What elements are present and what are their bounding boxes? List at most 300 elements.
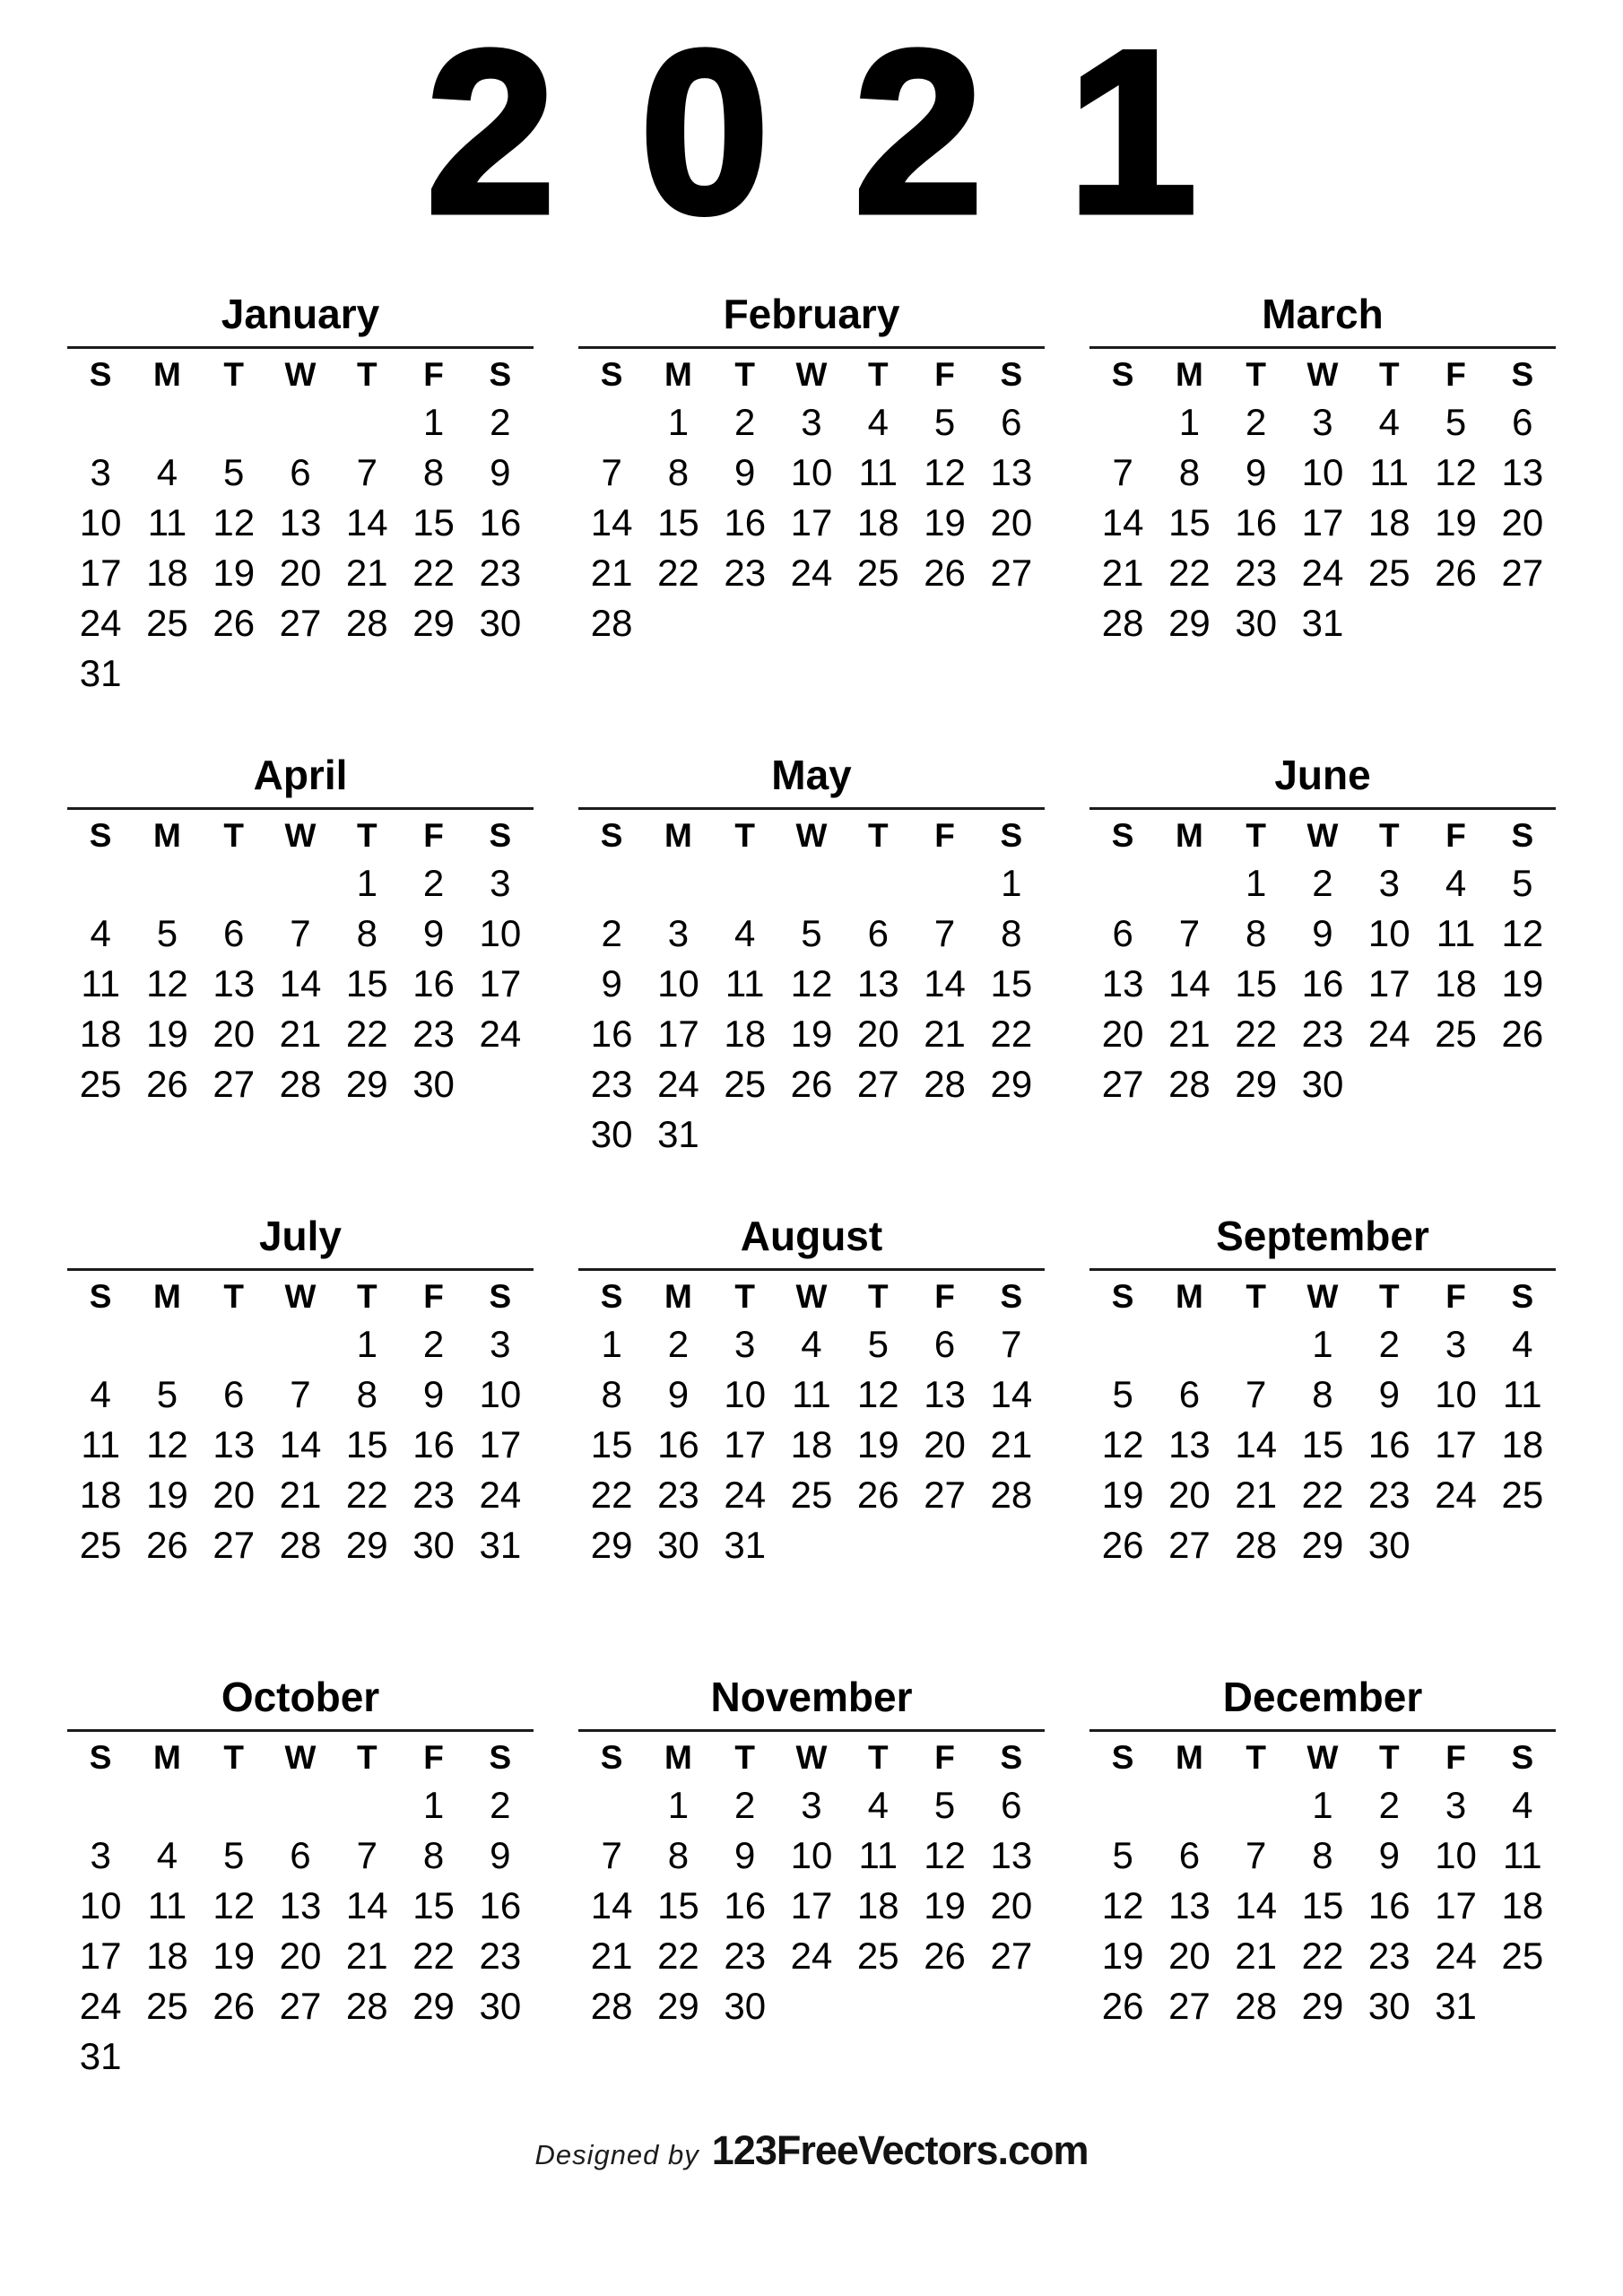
empty-cell: [778, 598, 845, 648]
empty-cell: [400, 2031, 466, 2082]
empty-cell: [578, 1780, 645, 1831]
date-cell: 18: [79, 1474, 122, 1517]
day-header-cell: W: [795, 1739, 828, 1777]
date-cell: 4: [867, 1784, 889, 1827]
day-header-cell: S: [1000, 817, 1023, 855]
week-row: [1089, 1059, 1556, 1109]
date-cell: 6: [1512, 401, 1533, 444]
date-cell: 13: [990, 451, 1033, 494]
empty-cell: [712, 858, 778, 909]
date-cell: 24: [479, 1474, 522, 1517]
date-cell: 29: [412, 602, 455, 645]
date-cell: 25: [856, 1935, 899, 1978]
day-header-cell: S: [489, 1739, 512, 1777]
date-cell: 14: [279, 1423, 322, 1466]
day-header-cell: M: [664, 356, 692, 394]
date-cell: 1: [1178, 401, 1201, 444]
empty-cell: [845, 858, 911, 909]
empty-cell: [1089, 1780, 1156, 1831]
date-cell: 11: [858, 451, 898, 494]
date-cell: 19: [790, 1013, 833, 1056]
date-cell: 12: [924, 451, 966, 494]
date-cell: 30: [479, 602, 522, 645]
date-cell: 22: [1301, 1935, 1344, 1978]
date-cell: 14: [590, 501, 633, 544]
empty-cell: [1089, 858, 1156, 909]
year-title: 2021: [426, 2, 1282, 261]
empty-cell: [1223, 1319, 1289, 1370]
date-cell: 27: [856, 1063, 899, 1106]
week-row: [1089, 1470, 1556, 1520]
date-cell: 14: [279, 962, 322, 1005]
day-header-cell: S: [1111, 1278, 1134, 1316]
empty-cell: [978, 1109, 1045, 1160]
date-cell: 11: [725, 962, 765, 1005]
date-cell: 20: [213, 1013, 256, 1056]
date-cell: 13: [1501, 451, 1544, 494]
week-row: [578, 1059, 1045, 1109]
day-header-cell: T: [356, 1739, 378, 1777]
date-cell: 27: [213, 1063, 256, 1106]
date-cell: 8: [667, 1834, 690, 1877]
day-header-cell: W: [284, 817, 317, 855]
empty-cell: [467, 648, 534, 699]
week-row: [67, 1470, 534, 1520]
date-cell: 10: [657, 962, 699, 1005]
day-header-cell: S: [89, 356, 112, 394]
date-cell: 25: [79, 1063, 122, 1106]
month-title: July: [258, 1213, 343, 1259]
date-cell: 18: [856, 1884, 899, 1927]
date-cell: 26: [213, 602, 256, 645]
date-cell: 21: [1168, 1013, 1211, 1056]
date-cell: 12: [790, 962, 833, 1005]
date-cell: 3: [1445, 1784, 1467, 1827]
date-cell: 6: [223, 912, 245, 955]
day-header-cell: F: [1445, 356, 1466, 394]
date-cell: 16: [1367, 1423, 1410, 1466]
week-row: [67, 959, 534, 1009]
date-cell: 7: [1112, 451, 1133, 494]
week-row: [578, 1109, 1045, 1160]
week-row: [67, 1831, 534, 1881]
date-cell: 8: [601, 1373, 622, 1416]
date-cell: 24: [79, 1985, 122, 2028]
month-block-june: [1089, 751, 1556, 1109]
date-cell: 23: [1235, 552, 1278, 595]
month-title-rule: [578, 346, 1045, 349]
month-days-table: [1089, 813, 1556, 1109]
date-cell: 10: [790, 451, 833, 494]
date-cell: 22: [412, 552, 455, 595]
month-block-march: [1089, 290, 1556, 648]
date-cell: 19: [1435, 501, 1477, 544]
date-cell: 15: [412, 501, 455, 544]
week-row: [67, 2031, 534, 2082]
date-cell: 24: [79, 602, 122, 645]
date-cell: 25: [790, 1474, 833, 1517]
date-cell: 3: [1378, 862, 1400, 905]
date-cell: 12: [1435, 451, 1477, 494]
day-header-cell: T: [734, 1278, 755, 1316]
date-cell: 6: [290, 1834, 311, 1877]
day-header-cell: W: [1306, 356, 1339, 394]
day-header-row: [578, 1274, 1045, 1319]
date-cell: 13: [279, 501, 322, 544]
date-cell: 14: [1101, 501, 1144, 544]
date-cell: 5: [223, 1834, 245, 1877]
day-header-cell: F: [423, 817, 444, 855]
date-cell: 13: [279, 1884, 322, 1927]
day-header-cell: F: [934, 817, 955, 855]
empty-cell: [645, 858, 711, 909]
week-row: [1089, 1520, 1556, 1570]
day-header-cell: W: [284, 1739, 317, 1777]
date-cell: 5: [156, 912, 178, 955]
date-cell: 21: [345, 552, 388, 595]
date-cell: 17: [479, 1423, 522, 1466]
date-cell: 2: [422, 1323, 445, 1366]
day-header-row: [578, 1735, 1045, 1780]
date-cell: 28: [279, 1524, 322, 1567]
week-row: [67, 858, 534, 909]
date-cell: 29: [657, 1985, 699, 2028]
date-cell: 26: [790, 1063, 833, 1106]
date-cell: 2: [422, 862, 445, 905]
date-cell: 19: [924, 501, 966, 544]
day-header-cell: T: [356, 817, 378, 855]
date-cell: 29: [412, 1985, 455, 2028]
date-cell: 17: [790, 501, 833, 544]
empty-cell: [911, 598, 977, 648]
date-cell: 25: [1501, 1935, 1544, 1978]
date-cell: 5: [223, 451, 245, 494]
empty-cell: [267, 1319, 334, 1370]
date-cell: 13: [924, 1373, 966, 1416]
day-header-cell: T: [867, 356, 889, 394]
month-block-july: [67, 1212, 534, 1570]
empty-cell: [1089, 397, 1156, 448]
day-header-cell: T: [223, 356, 244, 394]
date-cell: 15: [590, 1423, 633, 1466]
date-cell: 29: [590, 1524, 633, 1567]
date-cell: 20: [924, 1423, 966, 1466]
date-cell: 24: [479, 1013, 522, 1056]
date-cell: 25: [146, 1985, 188, 2028]
month-title: November: [710, 1674, 913, 1720]
date-cell: 20: [990, 1884, 1033, 1927]
date-cell: 10: [79, 1884, 122, 1927]
day-header-cell: T: [1378, 356, 1400, 394]
date-cell: 26: [146, 1063, 188, 1106]
date-cell: 1: [1245, 862, 1267, 905]
date-cell: 4: [734, 912, 756, 955]
date-cell: 11: [1503, 1373, 1542, 1416]
empty-cell: [1489, 1981, 1556, 2031]
month-days-table: [578, 1274, 1045, 1570]
date-cell: 31: [724, 1524, 767, 1567]
date-cell: 26: [1101, 1985, 1144, 2028]
week-row: [1089, 1981, 1556, 2031]
date-cell: 31: [1301, 602, 1344, 645]
date-cell: 10: [79, 501, 122, 544]
date-cell: 25: [79, 1524, 122, 1567]
date-cell: 14: [590, 1884, 633, 1927]
date-cell: 20: [856, 1013, 899, 1056]
date-cell: 27: [1168, 1985, 1211, 2028]
date-cell: 8: [667, 451, 690, 494]
date-cell: 14: [1235, 1423, 1278, 1466]
week-row: [578, 1009, 1045, 1059]
date-cell: 27: [990, 552, 1033, 595]
date-cell: 8: [1312, 1373, 1333, 1416]
day-header-cell: W: [795, 817, 828, 855]
date-cell: 29: [1301, 1985, 1344, 2028]
day-header-cell: S: [1000, 1278, 1023, 1316]
date-cell: 28: [1235, 1524, 1278, 1567]
date-cell: 11: [81, 962, 120, 1005]
date-cell: 22: [1168, 552, 1211, 595]
date-cell: 27: [279, 602, 322, 645]
day-header-cell: S: [89, 817, 112, 855]
date-cell: 21: [1235, 1474, 1278, 1517]
week-row: [578, 909, 1045, 959]
month-title: December: [1222, 1674, 1423, 1720]
date-cell: 6: [867, 912, 889, 955]
date-cell: 21: [924, 1013, 966, 1056]
date-cell: 6: [1178, 1373, 1201, 1416]
empty-cell: [267, 648, 334, 699]
day-header-cell: T: [1245, 1278, 1266, 1316]
day-header-cell: F: [1445, 1739, 1466, 1777]
date-cell: 15: [412, 1884, 455, 1927]
date-cell: 25: [1435, 1013, 1477, 1056]
day-header-cell: T: [356, 356, 378, 394]
date-cell: 18: [1367, 501, 1410, 544]
empty-cell: [1223, 1780, 1289, 1831]
week-row: [578, 598, 1045, 648]
date-cell: 23: [1301, 1013, 1344, 1056]
date-cell: 14: [924, 962, 966, 1005]
day-header-cell: T: [734, 1739, 755, 1777]
date-cell: 9: [1245, 451, 1267, 494]
week-row: [578, 1780, 1045, 1831]
date-cell: 11: [147, 501, 187, 544]
month-days-table: [578, 1735, 1045, 2031]
date-cell: 5: [1112, 1834, 1133, 1877]
date-cell: 20: [990, 501, 1033, 544]
day-header-row: [67, 1735, 534, 1780]
date-cell: 20: [279, 552, 322, 595]
month-days-table: [578, 352, 1045, 648]
date-cell: 30: [412, 1524, 455, 1567]
date-cell: 14: [990, 1373, 1033, 1416]
day-header-row: [1089, 352, 1556, 397]
empty-cell: [134, 2031, 200, 2082]
date-cell: 4: [801, 1323, 822, 1366]
date-cell: 28: [279, 1063, 322, 1106]
date-cell: 3: [490, 862, 511, 905]
date-cell: 15: [657, 501, 699, 544]
date-cell: 29: [1168, 602, 1211, 645]
month-days-table: [1089, 1274, 1556, 1570]
date-cell: 6: [1001, 1784, 1022, 1827]
date-cell: 18: [856, 501, 899, 544]
day-header-cell: S: [1511, 817, 1534, 855]
date-cell: 2: [667, 1323, 690, 1366]
date-cell: 26: [924, 1935, 966, 1978]
date-cell: 6: [1001, 401, 1022, 444]
week-row: [578, 858, 1045, 909]
date-cell: 30: [1235, 602, 1278, 645]
day-header-cell: M: [1176, 356, 1203, 394]
date-cell: 15: [1301, 1884, 1344, 1927]
week-row: [578, 1981, 1045, 2031]
date-cell: 21: [590, 552, 633, 595]
month-title: June: [1274, 752, 1371, 798]
date-cell: 1: [1001, 862, 1022, 905]
date-cell: 6: [290, 451, 311, 494]
month-block-november: [578, 1673, 1045, 2031]
date-cell: 2: [734, 1784, 756, 1827]
footer-designed-by-label: Designed by: [534, 2139, 699, 2170]
date-cell: 10: [724, 1373, 767, 1416]
date-cell: 18: [79, 1013, 122, 1056]
date-cell: 2: [490, 401, 511, 444]
week-row: [67, 1881, 534, 1931]
day-header-cell: W: [284, 1278, 317, 1316]
week-row: [67, 1319, 534, 1370]
date-cell: 7: [290, 1373, 311, 1416]
date-cell: 15: [1235, 962, 1278, 1005]
empty-cell: [134, 648, 200, 699]
date-cell: 8: [356, 912, 378, 955]
empty-cell: [201, 1780, 267, 1831]
date-cell: 3: [801, 401, 822, 444]
date-cell: 11: [81, 1423, 120, 1466]
date-cell: 17: [1435, 1423, 1477, 1466]
date-cell: 4: [1445, 862, 1467, 905]
date-cell: 13: [990, 1834, 1033, 1877]
date-cell: 22: [590, 1474, 633, 1517]
date-cell: 7: [601, 1834, 622, 1877]
date-cell: 3: [1445, 1323, 1467, 1366]
date-cell: 16: [412, 1423, 455, 1466]
week-row: [67, 397, 534, 448]
week-row: [1089, 1009, 1556, 1059]
date-cell: 10: [479, 912, 522, 955]
empty-cell: [1089, 1319, 1156, 1370]
month-block-february: [578, 290, 1045, 648]
date-cell: 9: [734, 1834, 756, 1877]
date-cell: 22: [1301, 1474, 1344, 1517]
date-cell: 9: [1378, 1834, 1400, 1877]
empty-cell: [1356, 598, 1422, 648]
day-header-cell: T: [1245, 1739, 1266, 1777]
date-cell: 22: [412, 1935, 455, 1978]
date-cell: 4: [1512, 1784, 1533, 1827]
day-header-cell: T: [867, 817, 889, 855]
date-cell: 12: [1101, 1884, 1144, 1927]
date-cell: 3: [801, 1784, 822, 1827]
week-row: [1089, 858, 1556, 909]
week-row: [578, 1881, 1045, 1931]
date-cell: 4: [90, 1373, 111, 1416]
date-cell: 19: [213, 1935, 256, 1978]
date-cell: 1: [1312, 1784, 1333, 1827]
date-cell: 14: [1235, 1884, 1278, 1927]
empty-cell: [334, 2031, 400, 2082]
day-header-cell: S: [1511, 356, 1534, 394]
date-cell: 12: [1101, 1423, 1144, 1466]
date-cell: 21: [345, 1935, 388, 1978]
day-header-cell: T: [867, 1739, 889, 1777]
day-header-cell: T: [1378, 1739, 1400, 1777]
date-cell: 21: [279, 1013, 322, 1056]
day-header-row: [67, 352, 534, 397]
date-cell: 27: [1101, 1063, 1144, 1106]
date-cell: 7: [1001, 1323, 1022, 1366]
date-cell: 23: [724, 1935, 767, 1978]
month-title-rule: [67, 1268, 534, 1271]
week-row: [578, 1319, 1045, 1370]
day-header-cell: S: [489, 1278, 512, 1316]
date-cell: 21: [990, 1423, 1033, 1466]
date-cell: 24: [1435, 1474, 1477, 1517]
day-header-row: [578, 352, 1045, 397]
day-header-row: [1089, 813, 1556, 858]
month-title: February: [723, 291, 900, 337]
day-header-row: [67, 1274, 534, 1319]
date-cell: 14: [345, 501, 388, 544]
day-header-cell: S: [600, 1278, 623, 1316]
date-cell: 9: [601, 962, 622, 1005]
date-cell: 17: [724, 1423, 767, 1466]
empty-cell: [911, 858, 977, 909]
day-header-row: [67, 813, 534, 858]
date-cell: 25: [856, 552, 899, 595]
empty-cell: [67, 1780, 134, 1831]
empty-cell: [845, 1520, 911, 1570]
month-title-rule: [1089, 807, 1556, 810]
footer-brand-text: 123FreeVectors.com: [711, 2127, 1089, 2173]
date-cell: 29: [990, 1063, 1033, 1106]
week-row: [67, 1370, 534, 1420]
date-cell: 28: [345, 1985, 388, 2028]
date-cell: 17: [479, 962, 522, 1005]
week-row: [67, 648, 534, 699]
day-header-cell: W: [284, 356, 317, 394]
empty-cell: [267, 1780, 334, 1831]
date-cell: 16: [657, 1423, 699, 1466]
month-title-rule: [67, 1729, 534, 1732]
date-cell: 18: [724, 1013, 767, 1056]
day-header-cell: T: [734, 356, 755, 394]
day-header-cell: M: [153, 817, 181, 855]
date-cell: 7: [933, 912, 956, 955]
day-header-cell: S: [600, 356, 623, 394]
day-header-row: [1089, 1274, 1556, 1319]
week-row: [1089, 1319, 1556, 1370]
empty-cell: [267, 858, 334, 909]
date-cell: 28: [590, 1985, 633, 2028]
day-header-cell: T: [223, 1739, 244, 1777]
date-cell: 8: [1312, 1834, 1333, 1877]
date-cell: 14: [345, 1884, 388, 1927]
date-cell: 9: [667, 1373, 690, 1416]
empty-cell: [911, 1981, 977, 2031]
date-cell: 23: [724, 552, 767, 595]
